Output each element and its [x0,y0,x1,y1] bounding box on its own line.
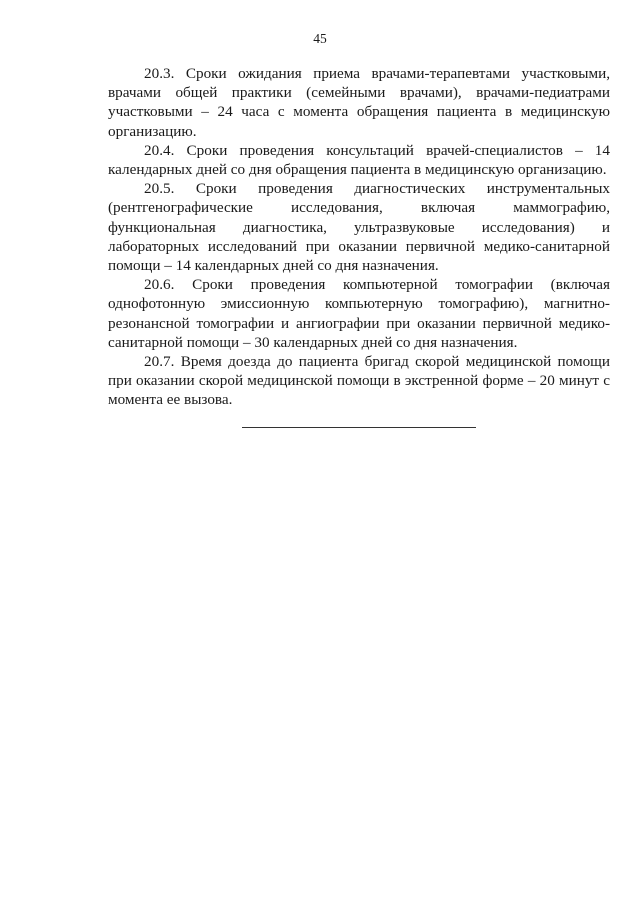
page-number: 45 [313,31,327,46]
paragraph-20-4: 20.4. Сроки проведения консультаций врачей-специалистов – 14 календарных дней со дня обращения пациента в медицинскую организацию. [108,141,610,179]
paragraph-20-5: 20.5. Сроки проведения диагностических инструментальных (рентгенографические исследования, включая маммографию, функциональная диагностика, ультразвуковые исследования) и лабораторных исследований при оказании первичной медико-санитарной помощи – 14 календарных дней со дня назначения. [108,180,610,275]
paragraph-20-6: 20.6. Сроки проведения компьютерной томографии (включая однофотонную эмиссионную компьютерную томографию), магнитно-резонансной томографии и ангиографии при оказании первичной медико-санитарной помощи – 30 календарных дней со дня назначения. [108,276,610,351]
end-of-document-rule [242,427,476,428]
paragraph-20-7: 20.7. Время доезда до пациента бригад скорой медицинской помощи при оказании скорой медицинской помощи в экстренной форме – 20 минут с момента ее вызова. [108,353,610,409]
paragraph-20-3: 20.3. Сроки ожидания приема врачами-терапевтами участковыми, врачами общей практики (семейными врачами), врачами-педиатрами участковыми – 24 часа с момента обращения пациента в медицинскую организацию. [108,65,610,140]
document-body [108,64,610,410]
